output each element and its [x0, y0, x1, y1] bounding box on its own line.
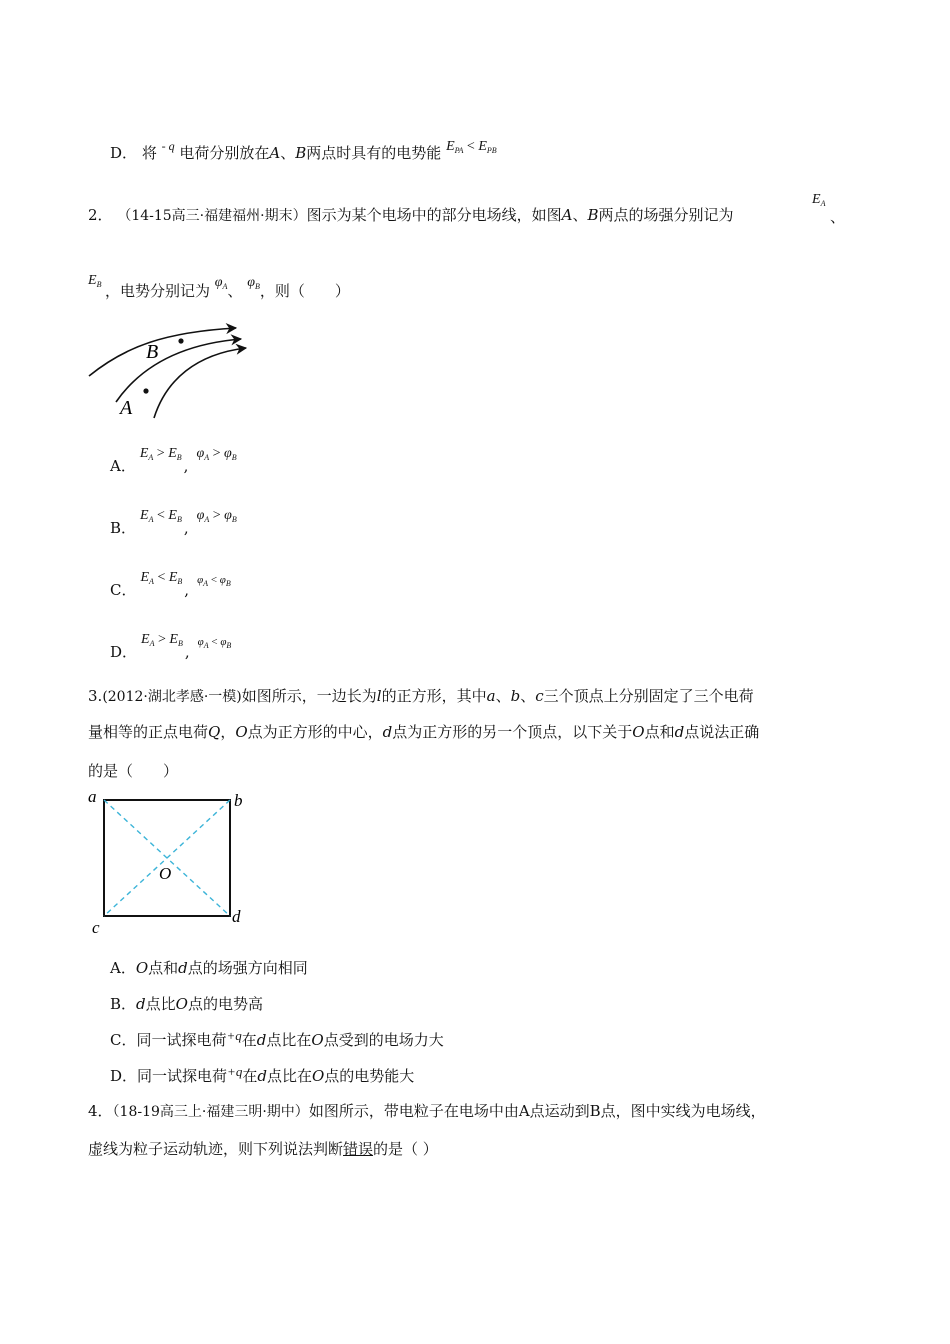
point-a: A — [561, 206, 573, 224]
q2-field-lines-figure — [86, 318, 256, 422]
field-comparison — [140, 446, 182, 461]
formula-sub: A — [820, 199, 826, 208]
option-label: B． — [110, 519, 137, 537]
comma: , — [183, 457, 189, 475]
potential-comparison — [197, 574, 231, 586]
comma: , — [184, 581, 190, 599]
field-line-top — [89, 328, 236, 376]
var-b: b — [510, 687, 521, 705]
field-comparison — [141, 632, 183, 647]
option-text: 同一试探电荷 — [137, 1067, 228, 1085]
formula-sub: A — [204, 515, 210, 524]
formula-op: > — [157, 632, 166, 647]
label-a: a — [88, 787, 97, 806]
question-number: 4． — [88, 1102, 113, 1120]
phi-symbol: φ — [214, 275, 223, 290]
q2-option-row — [110, 445, 237, 475]
formula-e: E — [168, 446, 177, 461]
formula-op: < — [210, 574, 218, 586]
q3-square-figure — [86, 786, 252, 938]
separator: 、 — [227, 282, 243, 300]
q2-option-row — [110, 507, 237, 537]
q2-phi-b — [247, 275, 260, 290]
option-text: 在 — [241, 1031, 257, 1049]
formula-sub: B — [226, 641, 232, 650]
option-label: C． — [110, 581, 137, 599]
q3-option-d — [110, 1065, 414, 1088]
charge-symbol: +q — [227, 1064, 243, 1079]
question-text: ， — [220, 723, 236, 741]
formula-e: E — [141, 632, 150, 647]
question-text: 点为正方形的另一个顶点，以下关于 — [392, 723, 633, 741]
q4-stem-line2 — [88, 1138, 438, 1160]
formula-sub: A — [148, 515, 154, 524]
formula-op: > — [156, 446, 165, 461]
q3-option-b — [110, 993, 263, 1015]
separator: 、 — [495, 687, 511, 705]
charge-symbol: +q — [226, 1028, 242, 1043]
formula-e: E — [140, 508, 149, 523]
formula-op: < — [466, 139, 475, 154]
option-label: A． — [110, 457, 136, 475]
charge-symbol: - q — [161, 139, 175, 153]
formula-sub: B — [254, 282, 260, 291]
phi-symbol: φ — [223, 446, 232, 461]
var-a: a — [486, 687, 496, 705]
q2-stem-line2 — [88, 273, 350, 308]
question-text: 图示为某个电场中的部分电场线，如图 — [306, 206, 562, 224]
var-o: O — [135, 959, 149, 977]
var-o: O — [235, 723, 248, 741]
formula-sub: A — [149, 577, 154, 586]
question-text: 量相等的正点电荷 — [88, 723, 209, 741]
formula-op: > — [212, 446, 221, 461]
q3-stem-line1 — [88, 685, 754, 708]
q2-option-row — [110, 569, 231, 599]
question-text: ，电势分别记为 — [104, 282, 210, 300]
formula-sub: B — [176, 515, 182, 524]
q2-eb-symbol — [88, 273, 105, 288]
q2-stem-line1 — [88, 204, 734, 227]
formula-sub: B — [231, 453, 237, 462]
question-text: 三个顶点上分别固定了三个电荷 — [543, 687, 754, 705]
label-b: B — [146, 341, 159, 363]
option-text: 电荷分别放在 — [179, 144, 270, 162]
formula-sub: A — [222, 282, 228, 291]
formula-e: E — [139, 446, 149, 461]
formula-sub: B — [177, 639, 183, 648]
option-text: 两点时具有的电势能 — [306, 144, 442, 162]
question-text: 如图所示，带电粒子在电场中由A点运动到B点，图中实线为电场线， — [308, 1102, 766, 1120]
formula-sub: A — [148, 453, 154, 462]
separator: 、 — [520, 687, 536, 705]
option-text: 点和 — [148, 959, 179, 977]
q2-comma: 、 — [830, 208, 846, 226]
question-text: 虚线为粒子运动轨迹，则下列说法判断 — [88, 1140, 344, 1158]
point-a: A — [269, 144, 281, 162]
q3-stem-line2 — [88, 721, 759, 743]
formula-op: < — [156, 508, 165, 523]
formula-op: < — [157, 570, 166, 585]
question-text: 的正方形，其中 — [381, 687, 487, 705]
option-text: 点比在 — [266, 1067, 312, 1085]
var-d: d — [256, 1031, 267, 1049]
separator: 、 — [572, 206, 588, 224]
comma: , — [184, 643, 190, 661]
formula-sub: A — [203, 641, 209, 650]
point-a-dot — [143, 388, 148, 393]
question-source: (2012·湖北孝感·一模) — [102, 689, 242, 705]
option-label: D． — [110, 144, 138, 162]
var-d: d — [674, 723, 685, 741]
option-text: 点受到的电场力大 — [323, 1031, 444, 1049]
question-text: 的是（ ） — [373, 1140, 438, 1158]
option-text: 点的电势能大 — [324, 1067, 415, 1085]
phi-symbol: φ — [220, 636, 227, 648]
phi-symbol: φ — [196, 508, 205, 523]
question-source: （18-19高三上·福建三明·期中） — [112, 1104, 309, 1120]
q3-option-a — [110, 957, 308, 979]
question-text: ，则（ ） — [259, 282, 350, 300]
formula-sub: B — [177, 577, 183, 586]
label-a: A — [120, 397, 133, 419]
q4-stem-line1 — [88, 1100, 766, 1123]
question-text: 点和 — [644, 723, 675, 741]
option-text: 点的场强方向相同 — [187, 959, 308, 977]
formula-sub: A — [204, 453, 210, 462]
var-o: O — [311, 1067, 325, 1085]
option-text: 点的电势高 — [187, 995, 263, 1013]
label-o: O — [159, 864, 172, 883]
q2-option-row — [110, 631, 231, 661]
point-b-dot — [178, 338, 183, 343]
formula-op: > — [212, 508, 221, 523]
question-text: 如图所示，一边长为 — [241, 687, 377, 705]
formula-sub: B — [176, 453, 182, 462]
phi-symbol: φ — [247, 275, 255, 290]
phi-symbol: φ — [196, 446, 205, 461]
var-q: Q — [208, 723, 221, 741]
phi-symbol: φ — [219, 574, 226, 586]
formula-e: E — [168, 570, 178, 585]
label-d: d — [232, 907, 241, 926]
formula-e: E — [169, 632, 178, 647]
formula-sub: B — [225, 579, 231, 588]
formula-e: E — [812, 192, 821, 207]
var-d: d — [178, 959, 188, 977]
formula-sub: PA — [454, 146, 464, 155]
label-b: b — [234, 791, 243, 810]
formula-op: < — [211, 636, 218, 648]
field-comparison — [140, 508, 182, 523]
underlined-word: 错误 — [343, 1140, 374, 1158]
var-d: d — [136, 995, 146, 1013]
formula-sub: B — [231, 515, 237, 524]
formula-e: E — [478, 139, 487, 154]
var-o: O — [175, 995, 188, 1013]
potential-comparison — [197, 508, 237, 523]
formula-sub: A — [203, 579, 209, 588]
question-text: 两点的场强分别记为 — [598, 206, 734, 224]
phi-symbol: φ — [197, 636, 204, 648]
var-o: O — [632, 723, 645, 741]
option-label: C． — [110, 1031, 137, 1049]
formula-sub: B — [96, 280, 102, 289]
option-label: D． — [110, 643, 138, 661]
potential-comparison — [198, 636, 232, 648]
var-d: d — [382, 723, 393, 741]
label-c: c — [92, 918, 100, 937]
option-label: B． — [110, 995, 137, 1013]
question-number: 3. — [88, 687, 103, 705]
question-source: （14-15高三·福建福州·期末） — [117, 208, 307, 224]
q2-ea-symbol — [812, 192, 825, 208]
field-comparison — [140, 570, 182, 585]
var-c: c — [535, 687, 544, 705]
formula-e: E — [446, 139, 455, 154]
var-d: d — [257, 1067, 267, 1085]
option-text: 同一试探电荷 — [136, 1031, 227, 1049]
option-text: 点比 — [145, 995, 176, 1013]
question-number: 2． — [88, 206, 113, 224]
formula-sub: A — [149, 639, 155, 648]
question-text: 点说法正确 — [684, 723, 760, 741]
separator: 、 — [280, 144, 296, 162]
point-b: B — [295, 144, 307, 162]
energy-formula — [446, 139, 497, 154]
point-b: B — [587, 206, 599, 224]
phi-symbol: φ — [197, 574, 204, 586]
q2-phi-a — [215, 275, 228, 290]
formula-e: E — [88, 273, 97, 288]
question-text: 点为正方形的中心， — [247, 723, 383, 741]
q3-stem-line3: 的是（ ） — [88, 762, 179, 780]
option-text: 点比在 — [266, 1031, 312, 1049]
formula-e: E — [168, 508, 177, 523]
formula-sub: PB — [486, 146, 497, 155]
q1-option-d — [110, 139, 497, 170]
option-label: D． — [110, 1067, 138, 1085]
option-text: 将 — [141, 144, 157, 162]
comma: , — [183, 519, 189, 537]
formula-e: E — [140, 570, 150, 585]
var-l: l — [376, 687, 382, 705]
option-label: A． — [110, 959, 136, 977]
potential-comparison — [196, 446, 236, 461]
var-o: O — [311, 1031, 324, 1049]
phi-symbol: φ — [224, 508, 232, 523]
option-text: 在 — [242, 1067, 258, 1085]
q3-option-c — [110, 1029, 444, 1052]
